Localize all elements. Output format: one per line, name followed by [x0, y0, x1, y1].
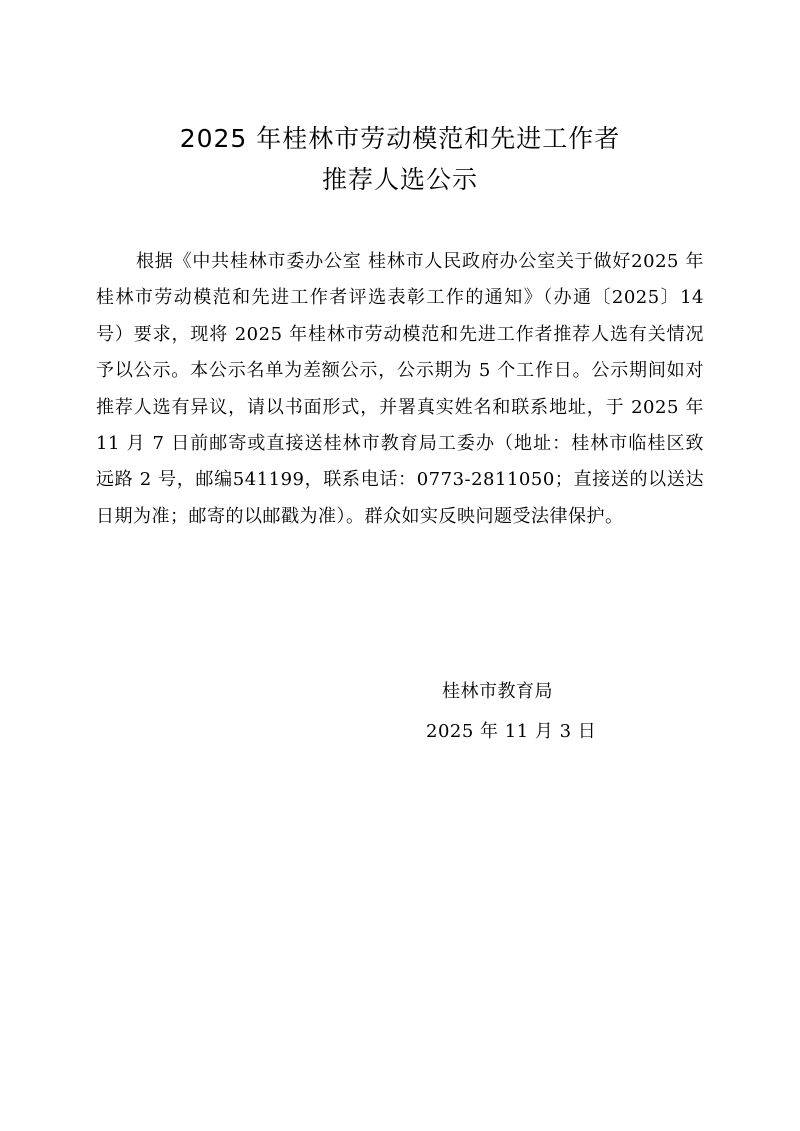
notice-body-paragraph: 根据《中共桂林市委办公室 桂林市人民政府办公室关于做好2025 年桂林市劳动模范和先进工作者评选表彰工作的通知》（办通〔2025〕14 号）要求，现将 2025 年桂林市劳动模范和先进工作者推荐人选有关情况予以公示。本公示名单为差额公示，公示期为 5 个工作日。公示期间如对推荐人选有异议，请以书面形式，并署真实姓名和联系地址，于 2025 年 11 月 7 日前邮寄或直接送桂林市教育局工委办（地址：桂林市临桂区致远路 2 号，邮编541199，联系电话：0773-2811050；直接送的以送达日期为准；邮寄的以邮戳为准）。群众如实反映问题受法律保护。	[96, 251, 704, 527]
signature-date: 2025 年 11 月 3 日	[426, 721, 597, 742]
signature-organization: 桂林市教育局	[442, 681, 553, 702]
document-title-line-2: 推荐人选公示	[321, 165, 478, 194]
document-title-line-1: 2025 年桂林市劳动模范和先进工作者	[179, 124, 621, 153]
